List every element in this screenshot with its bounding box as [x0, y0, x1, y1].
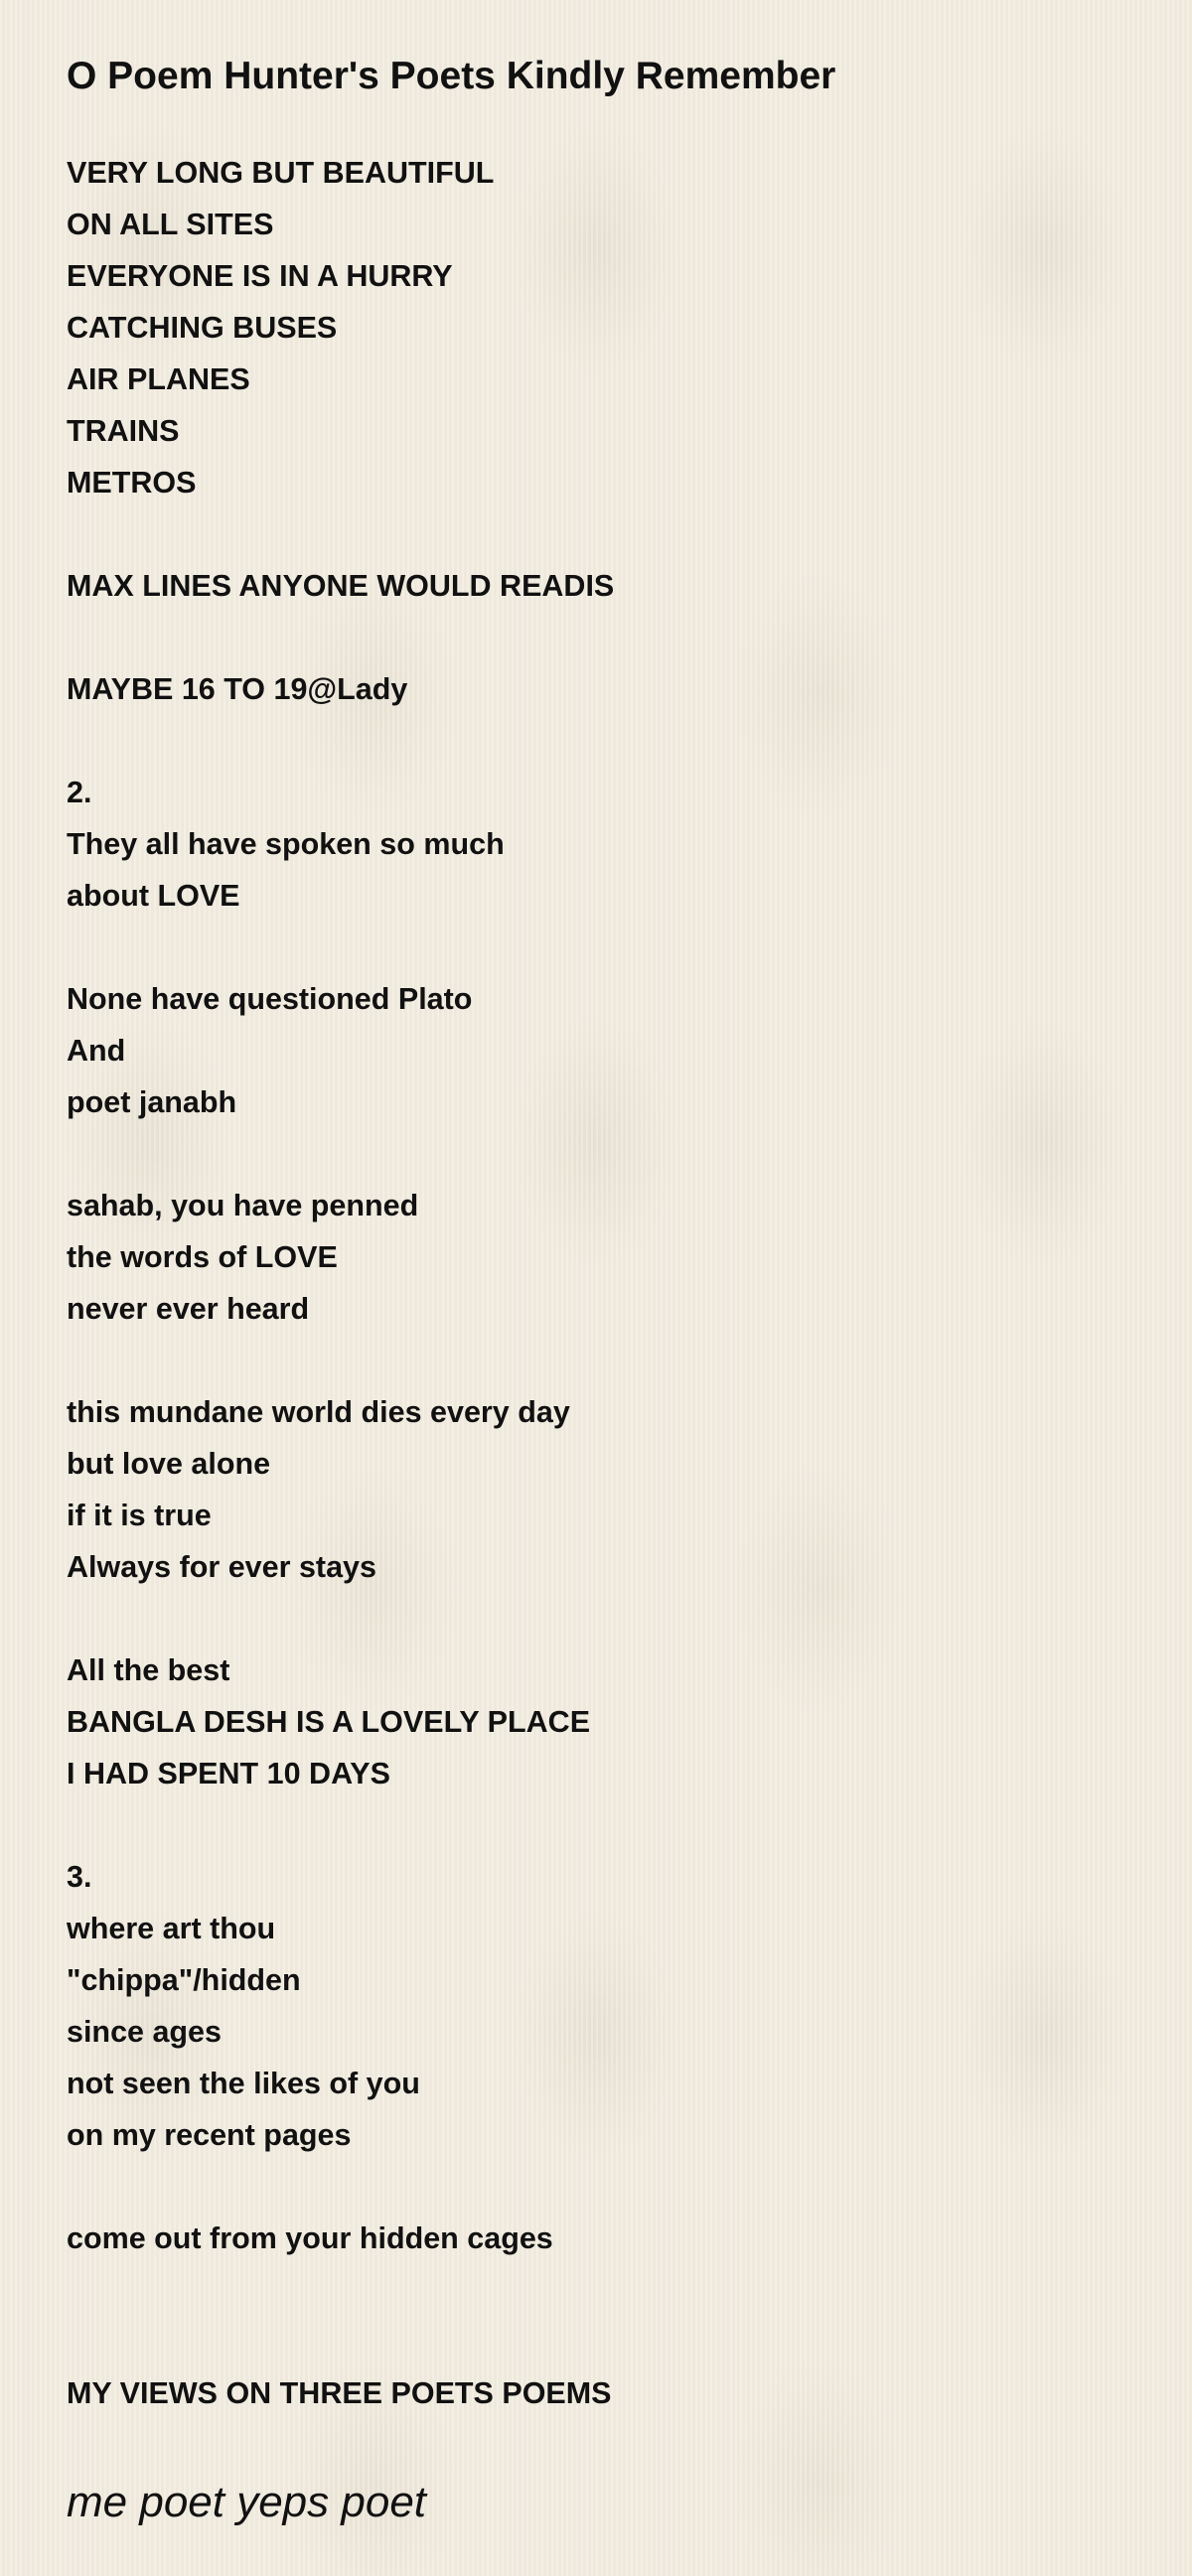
poem-line: where art thou — [67, 1912, 276, 1945]
stanza-break — [67, 508, 614, 560]
stanza-break — [67, 2264, 614, 2316]
poem-author: me poet yeps poet — [67, 2478, 427, 2526]
poem-line: Always for ever stays — [67, 1550, 376, 1584]
stanza-break — [67, 1593, 614, 1645]
poem-line: sahab, you have penned — [67, 1189, 419, 1222]
poem-line: come out from your hidden cages — [67, 2221, 553, 2255]
poem-line: AIR PLANES — [67, 362, 250, 396]
poem-line: MY VIEWS ON THREE POETS POEMS — [67, 2376, 612, 2410]
poem-title: O Poem Hunter's Poets Kindly Remember — [67, 55, 836, 97]
poem-line: this mundane world dies every day — [67, 1395, 570, 1429]
poem-line: but love alone — [67, 1447, 271, 1481]
poem-line: poet janabh — [67, 1085, 237, 1119]
poem-line: the words of LOVE — [67, 1240, 338, 1274]
stanza-break — [67, 1799, 614, 1851]
poem-line: VERY LONG BUT BEAUTIFUL — [67, 156, 495, 190]
stanza-break — [67, 2161, 614, 2213]
poem-line: 3. — [67, 1860, 92, 1894]
poem-line: And — [67, 1034, 126, 1068]
poem-line: "chippa"/hidden — [67, 1963, 301, 1997]
poem-line: They all have spoken so much — [67, 827, 505, 861]
poem-line: ON ALL SITES — [67, 208, 274, 241]
poem-line: I HAD SPENT 10 DAYS — [67, 1757, 390, 1790]
poem-line: CATCHING BUSES — [67, 311, 338, 345]
poem-line: never ever heard — [67, 1292, 310, 1326]
poem-line: if it is true — [67, 1499, 212, 1532]
poem-line: All the best — [67, 1653, 230, 1687]
poem-line: None have questioned Plato — [67, 982, 473, 1016]
poem-line: 2. — [67, 776, 92, 809]
poem-line: MAX LINES ANYONE WOULD READIS — [67, 569, 615, 603]
poem-line: on my recent pages — [67, 2118, 352, 2152]
stanza-break — [67, 2316, 614, 2367]
poem-body — [67, 147, 614, 2419]
poem-line: TRAINS — [67, 414, 180, 448]
stanza-break — [67, 715, 614, 767]
poem-line: METROS — [67, 466, 197, 500]
poem-line: EVERYONE IS IN A HURRY — [67, 259, 453, 293]
stanza-break — [67, 612, 614, 663]
poem-line: BANGLA DESH IS A LOVELY PLACE — [67, 1705, 591, 1739]
stanza-break — [67, 1128, 614, 1180]
poem-line: since ages — [67, 2015, 222, 2049]
poem-line: about LOVE — [67, 879, 240, 913]
stanza-break — [67, 1335, 614, 1386]
poem-line: MAYBE 16 TO 19@Lady — [67, 672, 408, 706]
stanza-break — [67, 922, 614, 973]
poem-line: not seen the likes of you — [67, 2067, 420, 2100]
